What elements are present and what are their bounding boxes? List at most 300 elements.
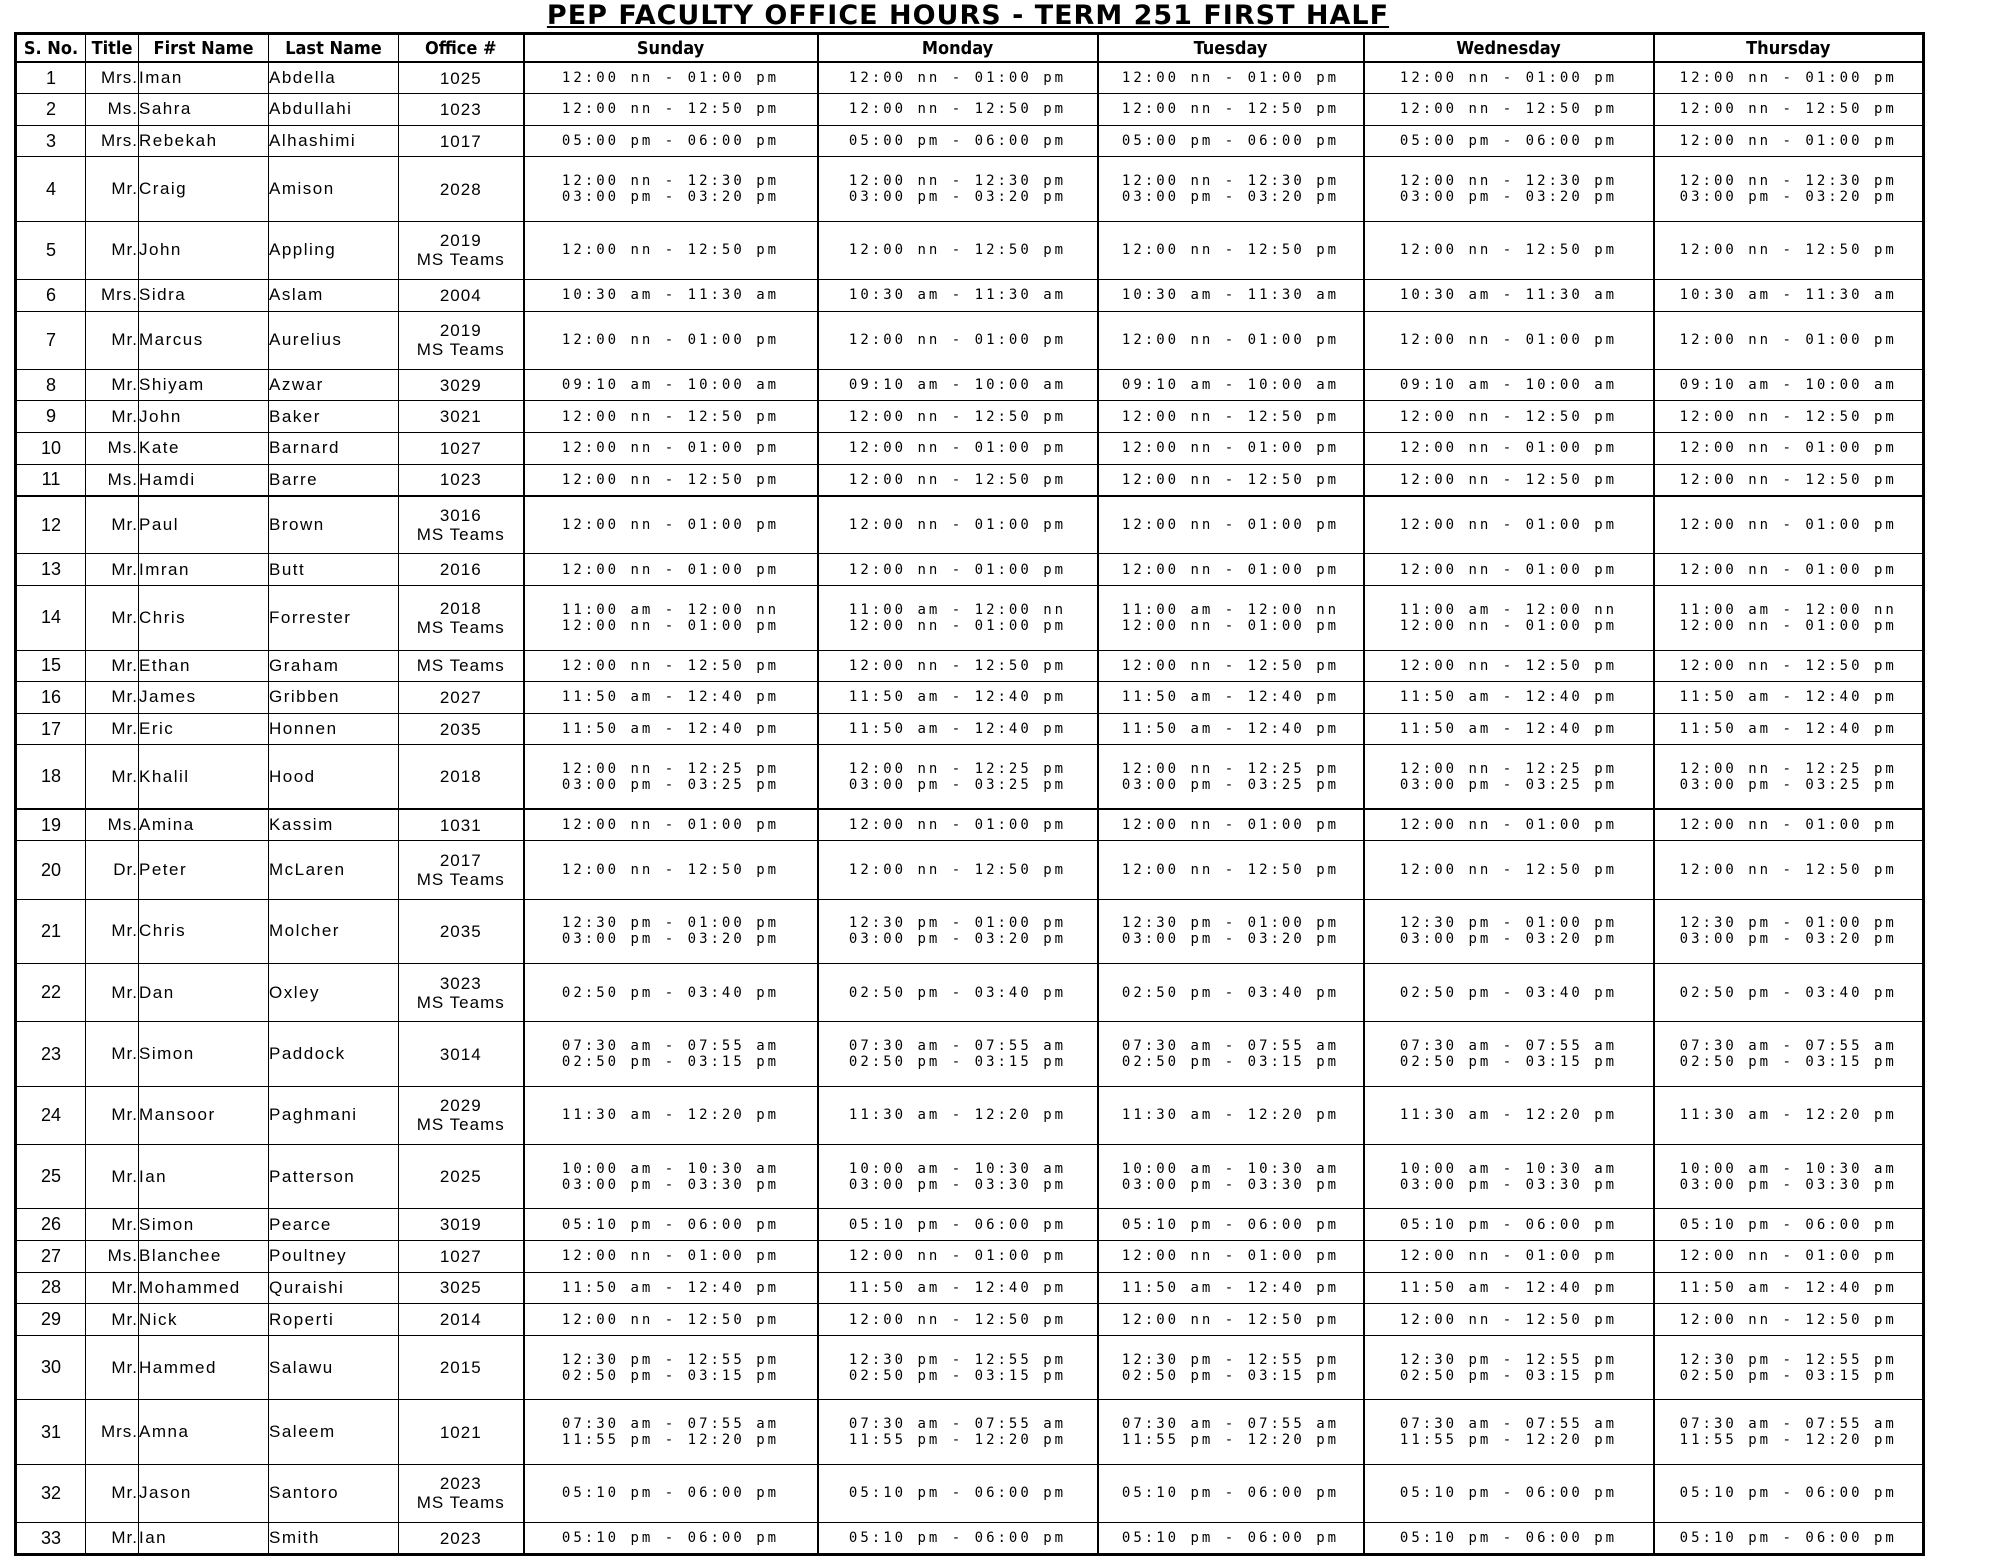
thursday-hours-cell xyxy=(1654,1022,1924,1087)
time-slot: 12:00 nn - 01:00 pm xyxy=(561,561,780,578)
time-slot: 05:10 pm - 06:00 pm xyxy=(1121,1216,1340,1233)
last-name-cell: Saleem xyxy=(269,1400,399,1465)
time-slot: 12:00 nn - 12:50 pm xyxy=(1399,101,1618,118)
time-slot: 12:00 nn - 12:50 pm xyxy=(848,242,1067,259)
sunday-hours-cell xyxy=(524,464,818,496)
table-row xyxy=(16,62,1924,94)
title-cell: Ms. xyxy=(86,1241,139,1273)
header-row xyxy=(16,34,1924,63)
tuesday-hours-cell xyxy=(1098,94,1364,126)
office-line: 1027 xyxy=(439,1246,482,1266)
time-slot: 11:50 am - 12:40 pm xyxy=(1121,721,1340,738)
monday-hours-cell xyxy=(818,280,1098,312)
sunday-hours-cell xyxy=(524,221,818,279)
thursday-hours-cell xyxy=(1654,1523,1924,1555)
header-tuesday: Tuesday xyxy=(1098,34,1364,63)
sunday-hours-cell xyxy=(524,369,818,401)
title-cell: Mr. xyxy=(86,899,139,964)
time-slot: 05:00 pm - 06:00 pm xyxy=(1121,133,1340,150)
time-slot: 07:30 am - 07:55 am xyxy=(848,1038,1067,1055)
time-slot: 12:00 nn - 12:50 pm xyxy=(1399,242,1618,259)
office-cell xyxy=(399,1022,524,1087)
office-line: 2023 xyxy=(439,1528,482,1548)
thursday-hours-cell xyxy=(1654,1304,1924,1336)
office-line: 2028 xyxy=(439,179,482,199)
serial-number-cell: 9 xyxy=(16,401,86,433)
tuesday-hours-cell xyxy=(1098,433,1364,465)
serial-number-cell: 32 xyxy=(16,1464,86,1522)
time-slot: 03:00 pm - 03:20 pm xyxy=(561,189,780,206)
table-row xyxy=(16,682,1924,714)
monday-hours-cell xyxy=(818,1209,1098,1241)
table-row xyxy=(16,1523,1924,1555)
thursday-hours-cell xyxy=(1654,369,1924,401)
thursday-hours-cell xyxy=(1654,157,1924,222)
table-row xyxy=(16,280,1924,312)
table-row xyxy=(16,1335,1924,1400)
time-slot: 12:00 nn - 01:00 pm xyxy=(1121,817,1340,834)
title-cell: Mr. xyxy=(86,1022,139,1087)
sunday-hours-cell xyxy=(524,1022,818,1087)
monday-hours-cell xyxy=(818,1086,1098,1144)
thursday-hours-cell xyxy=(1654,964,1924,1022)
time-slot: 12:00 nn - 01:00 pm xyxy=(1679,561,1897,578)
time-slot: 02:50 pm - 03:15 pm xyxy=(561,1054,780,1071)
time-slot: 12:00 nn - 12:50 pm xyxy=(1399,862,1618,879)
time-slot: 12:00 nn - 12:50 pm xyxy=(848,408,1067,425)
thursday-hours-cell xyxy=(1654,1086,1924,1144)
last-name-cell: Brown xyxy=(269,496,399,554)
time-slot: 12:00 nn - 01:00 pm xyxy=(1679,133,1897,150)
office-cell xyxy=(399,94,524,126)
serial-number-cell: 8 xyxy=(16,369,86,401)
time-slot: 12:00 nn - 12:30 pm xyxy=(561,173,780,190)
serial-number-cell: 24 xyxy=(16,1086,86,1144)
time-slot: 12:00 nn - 12:25 pm xyxy=(1679,760,1897,777)
sunday-hours-cell xyxy=(524,401,818,433)
monday-hours-cell xyxy=(818,369,1098,401)
first-name-cell: Amina xyxy=(139,809,269,841)
first-name-cell: John xyxy=(139,221,269,279)
time-slot: 12:00 nn - 12:50 pm xyxy=(1679,101,1897,118)
last-name-cell: Abdullahi xyxy=(269,94,399,126)
wednesday-hours-cell xyxy=(1364,464,1654,496)
serial-number-cell: 17 xyxy=(16,713,86,745)
title-cell: Mr. xyxy=(86,1335,139,1400)
sunday-hours-cell xyxy=(524,650,818,682)
table-row xyxy=(16,841,1924,899)
wednesday-hours-cell xyxy=(1364,401,1654,433)
time-slot: 03:00 pm - 03:25 pm xyxy=(1399,776,1618,793)
header-monday: Monday xyxy=(818,34,1098,63)
serial-number-cell: 28 xyxy=(16,1272,86,1304)
sunday-hours-cell xyxy=(524,62,818,94)
monday-hours-cell xyxy=(818,713,1098,745)
last-name-cell: Azwar xyxy=(269,369,399,401)
header-thursday: Thursday xyxy=(1654,34,1924,63)
time-slot: 12:00 nn - 01:00 pm xyxy=(848,440,1067,457)
time-slot: 03:00 pm - 03:20 pm xyxy=(1399,931,1618,948)
time-slot: 12:00 nn - 01:00 pm xyxy=(561,332,780,349)
last-name-cell: Salawu xyxy=(269,1335,399,1400)
time-slot: 12:00 nn - 12:50 pm xyxy=(1121,1311,1340,1328)
monday-hours-cell xyxy=(818,586,1098,651)
wednesday-hours-cell xyxy=(1364,125,1654,157)
time-slot: 12:00 nn - 12:50 pm xyxy=(1121,862,1340,879)
wednesday-hours-cell xyxy=(1364,94,1654,126)
time-slot: 05:10 pm - 06:00 pm xyxy=(561,1216,780,1233)
time-slot: 12:00 nn - 12:30 pm xyxy=(848,173,1067,190)
title-cell: Ms. xyxy=(86,94,139,126)
office-line: 2004 xyxy=(439,285,482,305)
title-cell: Mr. xyxy=(86,964,139,1022)
thursday-hours-cell xyxy=(1654,125,1924,157)
office-cell xyxy=(399,125,524,157)
time-slot: 02:50 pm - 03:40 pm xyxy=(561,984,780,1001)
tuesday-hours-cell xyxy=(1098,1144,1364,1209)
time-slot: 12:00 nn - 12:50 pm xyxy=(1679,408,1897,425)
title-cell: Mrs. xyxy=(86,1400,139,1465)
wednesday-hours-cell xyxy=(1364,311,1654,369)
time-slot: 05:10 pm - 06:00 pm xyxy=(1399,1216,1618,1233)
office-line: MS Teams xyxy=(416,656,505,676)
time-slot: 03:00 pm - 03:25 pm xyxy=(1679,776,1897,793)
last-name-cell: Gribben xyxy=(269,682,399,714)
time-slot: 07:30 am - 07:55 am xyxy=(561,1416,780,1433)
title-cell: Mrs. xyxy=(86,125,139,157)
wednesday-hours-cell xyxy=(1364,1209,1654,1241)
office-line: 2029 xyxy=(439,1096,482,1116)
office-line: 1027 xyxy=(439,438,482,458)
time-slot: 11:50 am - 12:40 pm xyxy=(1679,721,1897,738)
office-cell xyxy=(399,62,524,94)
time-slot: 10:30 am - 11:30 am xyxy=(1399,287,1618,304)
serial-number-cell: 11 xyxy=(16,464,86,496)
first-name-cell: Blanchee xyxy=(139,1241,269,1273)
office-cell xyxy=(399,157,524,222)
office-cell xyxy=(399,1304,524,1336)
wednesday-hours-cell xyxy=(1364,1464,1654,1522)
tuesday-hours-cell xyxy=(1098,1209,1364,1241)
time-slot: 02:50 pm - 03:40 pm xyxy=(1121,984,1340,1001)
tuesday-hours-cell xyxy=(1098,713,1364,745)
sunday-hours-cell xyxy=(524,682,818,714)
serial-number-cell: 4 xyxy=(16,157,86,222)
time-slot: 09:10 am - 10:00 am xyxy=(1399,377,1618,394)
time-slot: 12:00 nn - 12:50 pm xyxy=(1679,657,1897,674)
office-cell xyxy=(399,1272,524,1304)
first-name-cell: Rebekah xyxy=(139,125,269,157)
thursday-hours-cell xyxy=(1654,1464,1924,1522)
table-row xyxy=(16,713,1924,745)
office-line: MS Teams xyxy=(416,250,505,270)
office-line: 2023 xyxy=(439,1474,482,1494)
monday-hours-cell xyxy=(818,1400,1098,1465)
sunday-hours-cell xyxy=(524,1144,818,1209)
office-line: 2019 xyxy=(439,321,482,341)
time-slot: 02:50 pm - 03:15 pm xyxy=(561,1367,780,1384)
monday-hours-cell xyxy=(818,221,1098,279)
office-line: 1021 xyxy=(439,1422,482,1442)
thursday-hours-cell xyxy=(1654,745,1924,810)
wednesday-hours-cell xyxy=(1364,650,1654,682)
monday-hours-cell xyxy=(818,1304,1098,1336)
office-cell xyxy=(399,221,524,279)
wednesday-hours-cell xyxy=(1364,369,1654,401)
office-line: 3023 xyxy=(439,973,482,993)
table-row xyxy=(16,586,1924,651)
time-slot: 12:00 nn - 12:25 pm xyxy=(1399,760,1618,777)
time-slot: 02:50 pm - 03:15 pm xyxy=(1679,1367,1897,1384)
sunday-hours-cell xyxy=(524,899,818,964)
office-cell xyxy=(399,1464,524,1522)
last-name-cell: Honnen xyxy=(269,713,399,745)
table-body xyxy=(16,62,1924,1555)
last-name-cell: Kassim xyxy=(269,809,399,841)
wednesday-hours-cell xyxy=(1364,1086,1654,1144)
time-slot: 03:00 pm - 03:25 pm xyxy=(1121,776,1340,793)
time-slot: 11:00 am - 12:00 nn xyxy=(1121,601,1340,618)
last-name-cell: Barre xyxy=(269,464,399,496)
table-row xyxy=(16,1304,1924,1336)
sunday-hours-cell xyxy=(524,1241,818,1273)
monday-hours-cell xyxy=(818,1335,1098,1400)
table-row xyxy=(16,157,1924,222)
tuesday-hours-cell xyxy=(1098,586,1364,651)
time-slot: 12:00 nn - 01:00 pm xyxy=(1399,440,1618,457)
time-slot: 12:00 nn - 12:50 pm xyxy=(1399,408,1618,425)
wednesday-hours-cell xyxy=(1364,841,1654,899)
serial-number-cell: 22 xyxy=(16,964,86,1022)
table-row xyxy=(16,1086,1924,1144)
office-cell xyxy=(399,682,524,714)
table-row xyxy=(16,1022,1924,1087)
last-name-cell: Poultney xyxy=(269,1241,399,1273)
time-slot: 12:00 nn - 12:50 pm xyxy=(561,1311,780,1328)
thursday-hours-cell xyxy=(1654,1144,1924,1209)
title-cell: Mr. xyxy=(86,713,139,745)
time-slot: 12:00 nn - 01:00 pm xyxy=(1121,1248,1340,1265)
time-slot: 11:30 am - 12:20 pm xyxy=(561,1107,780,1124)
serial-number-cell: 30 xyxy=(16,1335,86,1400)
title-cell: Mr. xyxy=(86,682,139,714)
time-slot: 05:10 pm - 06:00 pm xyxy=(1399,1530,1618,1547)
office-cell xyxy=(399,433,524,465)
office-cell xyxy=(399,1209,524,1241)
time-slot: 12:00 nn - 01:00 pm xyxy=(848,70,1067,87)
first-name-cell: Kate xyxy=(139,433,269,465)
time-slot: 03:00 pm - 03:25 pm xyxy=(561,776,780,793)
monday-hours-cell xyxy=(818,841,1098,899)
wednesday-hours-cell xyxy=(1364,682,1654,714)
title-cell: Mr. xyxy=(86,311,139,369)
office-line: 3029 xyxy=(439,375,482,395)
office-cell xyxy=(399,650,524,682)
thursday-hours-cell xyxy=(1654,280,1924,312)
time-slot: 10:00 am - 10:30 am xyxy=(848,1160,1067,1177)
wednesday-hours-cell xyxy=(1364,1335,1654,1400)
serial-number-cell: 26 xyxy=(16,1209,86,1241)
last-name-cell: Graham xyxy=(269,650,399,682)
time-slot: 11:00 am - 12:00 nn xyxy=(561,601,780,618)
first-name-cell: Iman xyxy=(139,62,269,94)
office-line: 1023 xyxy=(439,470,482,490)
wednesday-hours-cell xyxy=(1364,1241,1654,1273)
thursday-hours-cell xyxy=(1654,1400,1924,1465)
time-slot: 05:00 pm - 06:00 pm xyxy=(848,133,1067,150)
first-name-cell: Shiyam xyxy=(139,369,269,401)
tuesday-hours-cell xyxy=(1098,221,1364,279)
office-line: 2035 xyxy=(439,921,482,941)
monday-hours-cell xyxy=(818,496,1098,554)
office-cell xyxy=(399,899,524,964)
time-slot: 12:00 nn - 01:00 pm xyxy=(561,517,780,534)
office-line: MS Teams xyxy=(416,340,505,360)
time-slot: 12:00 nn - 01:00 pm xyxy=(1399,1248,1618,1265)
monday-hours-cell xyxy=(818,1241,1098,1273)
office-line: 2035 xyxy=(439,719,482,739)
time-slot: 03:00 pm - 03:30 pm xyxy=(1679,1176,1897,1193)
last-name-cell: Roperti xyxy=(269,1304,399,1336)
time-slot: 02:50 pm - 03:15 pm xyxy=(848,1367,1067,1384)
title-cell: Mr. xyxy=(86,1304,139,1336)
header-sunday: Sunday xyxy=(524,34,818,63)
time-slot: 11:30 am - 12:20 pm xyxy=(848,1107,1067,1124)
office-line: 3019 xyxy=(439,1215,482,1235)
wednesday-hours-cell xyxy=(1364,1022,1654,1087)
serial-number-cell: 31 xyxy=(16,1400,86,1465)
first-name-cell: Jason xyxy=(139,1464,269,1522)
last-name-cell: Patterson xyxy=(269,1144,399,1209)
title-cell: Ms. xyxy=(86,433,139,465)
thursday-hours-cell xyxy=(1654,62,1924,94)
time-slot: 12:00 nn - 12:25 pm xyxy=(848,760,1067,777)
table-row xyxy=(16,899,1924,964)
office-line: 2016 xyxy=(439,560,482,580)
time-slot: 11:50 am - 12:40 pm xyxy=(1399,1279,1618,1296)
thursday-hours-cell xyxy=(1654,1209,1924,1241)
table-row xyxy=(16,221,1924,279)
time-slot: 12:00 nn - 01:00 pm xyxy=(561,70,780,87)
monday-hours-cell xyxy=(818,809,1098,841)
wednesday-hours-cell xyxy=(1364,899,1654,964)
time-slot: 10:30 am - 11:30 am xyxy=(1679,287,1897,304)
tuesday-hours-cell xyxy=(1098,311,1364,369)
time-slot: 12:00 nn - 01:00 pm xyxy=(1121,517,1340,534)
office-cell xyxy=(399,586,524,651)
office-line: MS Teams xyxy=(416,870,505,890)
first-name-cell: Dan xyxy=(139,964,269,1022)
office-cell xyxy=(399,401,524,433)
office-line: MS Teams xyxy=(416,1115,505,1135)
sunday-hours-cell xyxy=(524,1304,818,1336)
time-slot: 12:00 nn - 01:00 pm xyxy=(1679,617,1897,634)
time-slot: 02:50 pm - 03:15 pm xyxy=(1121,1054,1340,1071)
time-slot: 09:10 am - 10:00 am xyxy=(848,377,1067,394)
time-slot: 09:10 am - 10:00 am xyxy=(561,377,780,394)
first-name-cell: Ethan xyxy=(139,650,269,682)
office-cell xyxy=(399,841,524,899)
last-name-cell: Butt xyxy=(269,554,399,586)
time-slot: 05:00 pm - 06:00 pm xyxy=(1399,133,1618,150)
serial-number-cell: 7 xyxy=(16,311,86,369)
thursday-hours-cell xyxy=(1654,496,1924,554)
time-slot: 12:00 nn - 12:50 pm xyxy=(848,471,1067,488)
time-slot: 12:00 nn - 12:50 pm xyxy=(1399,471,1618,488)
tuesday-hours-cell xyxy=(1098,1304,1364,1336)
time-slot: 12:00 nn - 12:30 pm xyxy=(1679,173,1897,190)
first-name-cell: Chris xyxy=(139,586,269,651)
time-slot: 12:00 nn - 12:50 pm xyxy=(1679,1311,1897,1328)
time-slot: 11:55 pm - 12:20 pm xyxy=(1679,1432,1897,1449)
time-slot: 12:00 nn - 01:00 pm xyxy=(561,817,780,834)
time-slot: 03:00 pm - 03:20 pm xyxy=(1679,189,1897,206)
thursday-hours-cell xyxy=(1654,401,1924,433)
last-name-cell: Quraishi xyxy=(269,1272,399,1304)
wednesday-hours-cell xyxy=(1364,809,1654,841)
office-line: 1031 xyxy=(439,815,482,835)
last-name-cell: Santoro xyxy=(269,1464,399,1522)
time-slot: 12:00 nn - 01:00 pm xyxy=(1399,617,1618,634)
time-slot: 12:00 nn - 12:50 pm xyxy=(1121,471,1340,488)
first-name-cell: Mansoor xyxy=(139,1086,269,1144)
first-name-cell: Chris xyxy=(139,899,269,964)
time-slot: 12:00 nn - 12:50 pm xyxy=(1679,862,1897,879)
table-row xyxy=(16,1272,1924,1304)
first-name-cell: Hammed xyxy=(139,1335,269,1400)
time-slot: 12:00 nn - 01:00 pm xyxy=(561,440,780,457)
monday-hours-cell xyxy=(818,433,1098,465)
table-row xyxy=(16,1144,1924,1209)
time-slot: 12:00 nn - 01:00 pm xyxy=(1121,617,1340,634)
time-slot: 07:30 am - 07:55 am xyxy=(1399,1416,1618,1433)
title-cell: Mr. xyxy=(86,401,139,433)
tuesday-hours-cell xyxy=(1098,964,1364,1022)
serial-number-cell: 3 xyxy=(16,125,86,157)
tuesday-hours-cell xyxy=(1098,401,1364,433)
time-slot: 12:30 pm - 12:55 pm xyxy=(1121,1351,1340,1368)
serial-number-cell: 14 xyxy=(16,586,86,651)
tuesday-hours-cell xyxy=(1098,1400,1364,1465)
time-slot: 03:00 pm - 03:30 pm xyxy=(561,1176,780,1193)
table-row xyxy=(16,401,1924,433)
time-slot: 02:50 pm - 03:40 pm xyxy=(848,984,1067,1001)
time-slot: 11:50 am - 12:40 pm xyxy=(848,689,1067,706)
time-slot: 11:50 am - 12:40 pm xyxy=(1121,1279,1340,1296)
title-cell: Mr. xyxy=(86,157,139,222)
wednesday-hours-cell xyxy=(1364,1272,1654,1304)
thursday-hours-cell xyxy=(1654,841,1924,899)
time-slot: 11:50 am - 12:40 pm xyxy=(561,1279,780,1296)
wednesday-hours-cell xyxy=(1364,433,1654,465)
first-name-cell: Imran xyxy=(139,554,269,586)
time-slot: 05:10 pm - 06:00 pm xyxy=(1399,1485,1618,1502)
time-slot: 11:00 am - 12:00 nn xyxy=(848,601,1067,618)
first-name-cell: John xyxy=(139,401,269,433)
title-cell: Ms. xyxy=(86,809,139,841)
table-row xyxy=(16,809,1924,841)
time-slot: 12:00 nn - 01:00 pm xyxy=(1399,517,1618,534)
time-slot: 12:00 nn - 01:00 pm xyxy=(848,332,1067,349)
tuesday-hours-cell xyxy=(1098,62,1364,94)
thursday-hours-cell xyxy=(1654,586,1924,651)
tuesday-hours-cell xyxy=(1098,1086,1364,1144)
first-name-cell: Peter xyxy=(139,841,269,899)
time-slot: 12:30 pm - 01:00 pm xyxy=(1679,915,1897,932)
time-slot: 12:00 nn - 12:50 pm xyxy=(561,471,780,488)
first-name-cell: Marcus xyxy=(139,311,269,369)
time-slot: 07:30 am - 07:55 am xyxy=(561,1038,780,1055)
